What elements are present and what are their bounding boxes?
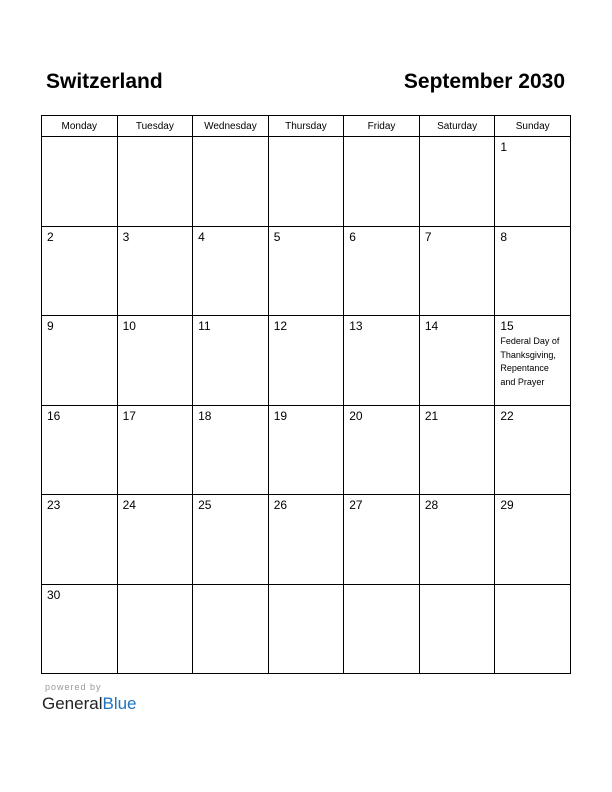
day-cell (268, 316, 344, 406)
day-cell (419, 405, 495, 495)
week-row (42, 226, 571, 316)
day-cell (42, 137, 118, 227)
day-cell (419, 584, 495, 674)
day-number: 3 (122, 229, 130, 244)
day-cell (495, 226, 571, 316)
day-number: 10 (122, 319, 136, 333)
day-cell (117, 584, 193, 674)
day-number: 29 (500, 498, 514, 512)
day-number: 13 (349, 319, 363, 333)
day-cell (495, 137, 571, 227)
weekday-header: Saturday (419, 116, 495, 137)
day-number: 6 (349, 229, 356, 244)
day-number: 5 (273, 229, 281, 244)
day-number: 18 (198, 408, 212, 423)
day-cell (268, 584, 344, 674)
weekday-header: Friday (344, 116, 420, 137)
month-year-title: September 2030 (403, 70, 565, 93)
day-number: 23 (47, 498, 61, 512)
day-number: 24 (122, 498, 136, 512)
day-number: 11 (198, 319, 211, 333)
day-cell (193, 584, 269, 674)
week-row (42, 137, 571, 227)
day-cell (268, 226, 344, 316)
holiday-label: Federal Day of Thanksgiving, Repentance and Prayer (500, 336, 560, 387)
day-number: 17 (122, 408, 136, 423)
week-row (42, 495, 571, 585)
day-cell (117, 405, 193, 495)
day-cell (344, 584, 420, 674)
weekday-header: Sunday (495, 116, 571, 137)
day-cell (117, 137, 193, 227)
day-cell (193, 137, 269, 227)
day-cell (344, 226, 420, 316)
day-cell (193, 316, 269, 406)
day-number: 27 (349, 498, 363, 512)
day-number: 28 (424, 498, 439, 512)
day-number: 21 (424, 408, 439, 423)
day-cell (193, 495, 269, 585)
day-number: 26 (273, 498, 288, 512)
day-cell (419, 495, 495, 585)
day-cell (344, 405, 420, 495)
day-cell (42, 316, 118, 406)
day-cell (344, 137, 420, 227)
day-cell (42, 405, 118, 495)
day-cell (42, 495, 118, 585)
day-cell (344, 495, 420, 585)
weekday-header-row (42, 116, 571, 137)
day-number: 1 (500, 140, 508, 154)
day-number: 12 (273, 319, 288, 333)
day-cell (42, 226, 118, 316)
day-cell (495, 495, 571, 585)
day-cell (419, 137, 495, 227)
day-number: 19 (273, 408, 288, 423)
powered-by-text: powered by (45, 682, 102, 692)
country-title: Switzerland (46, 70, 163, 93)
generalblue-logo (42, 694, 137, 714)
day-number: 2 (47, 229, 54, 244)
day-number: 9 (47, 319, 54, 333)
day-number: 30 (47, 587, 61, 602)
day-number: 20 (349, 408, 363, 423)
day-number: 25 (198, 498, 212, 512)
day-cell (268, 405, 344, 495)
day-cell (419, 316, 495, 406)
day-cell (117, 226, 193, 316)
week-row (42, 316, 571, 406)
day-cell (495, 316, 571, 406)
day-number: 22 (500, 408, 514, 423)
day-number: 14 (424, 319, 439, 333)
day-cell (117, 495, 193, 585)
day-cell (193, 405, 269, 495)
day-cell (495, 584, 571, 674)
calendar-grid (41, 115, 571, 674)
weekday-header: Wednesday (193, 116, 269, 137)
day-number: 7 (424, 229, 432, 244)
brand-part-blue: Blue (102, 694, 137, 713)
week-row (42, 584, 571, 674)
week-row (42, 405, 571, 495)
day-cell (193, 226, 269, 316)
day-cell (117, 316, 193, 406)
day-cell (42, 584, 118, 674)
weekday-header: Thursday (268, 116, 344, 137)
day-number: 15 (500, 319, 514, 333)
day-number: 8 (500, 229, 508, 244)
day-cell (268, 495, 344, 585)
day-number: 16 (47, 408, 61, 423)
day-cell (268, 137, 344, 227)
weekday-header: Tuesday (117, 116, 193, 137)
weekday-header: Monday (42, 116, 118, 137)
day-cell (419, 226, 495, 316)
day-number: 4 (198, 229, 205, 244)
brand-part-general: General (42, 694, 103, 713)
day-cell (495, 405, 571, 495)
day-cell (344, 316, 420, 406)
